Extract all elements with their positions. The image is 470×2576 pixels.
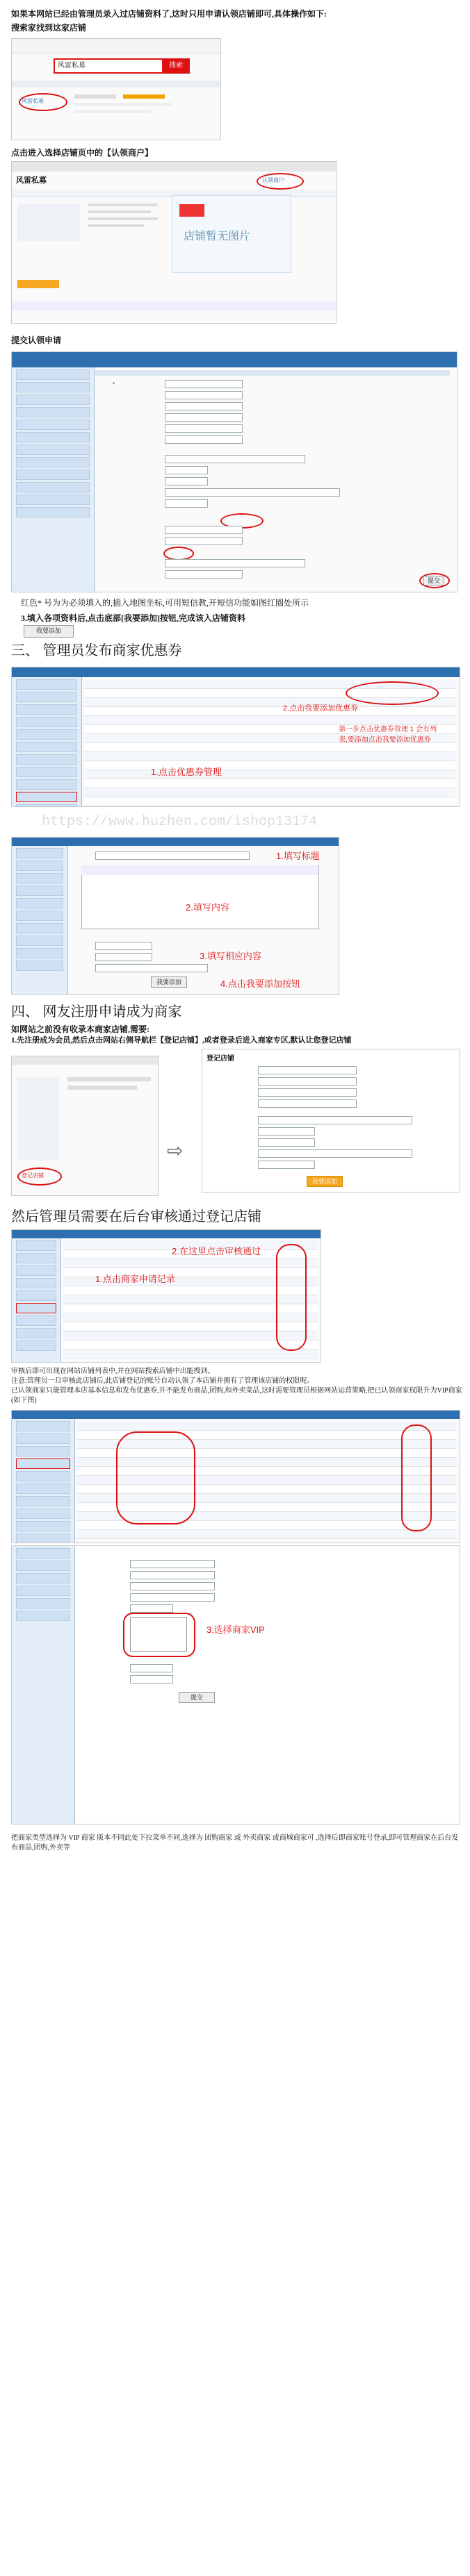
coupon-submit-button[interactable]: 我要添加 xyxy=(151,977,187,988)
arrow-right-icon: ⇨ xyxy=(167,1139,184,1162)
section5-title: 然后管理员需要在后台审核通过登记店铺 xyxy=(11,1209,261,1224)
claim-screenshot xyxy=(11,161,337,324)
vip-edit-screenshot xyxy=(11,1545,460,1825)
section4-step1: 1.先注册成为会员,然后点击网站右侧导航栏【登记店铺】,或者登录后进入商家专区,默认让您登记店铺 xyxy=(11,1036,352,1045)
step-claim-text: 点击进入选择店铺页中的【认领商户】 xyxy=(11,148,154,158)
watermark: https://www.huzhen.com/ishop13174 xyxy=(42,814,318,830)
register-form-title: 登记店铺 xyxy=(206,1055,234,1063)
vip-edit-ring xyxy=(401,1424,432,1531)
admin-form-screenshot: * 提交 xyxy=(11,351,457,592)
coupon-form-note-1: 1.填写标题 xyxy=(276,851,320,861)
sms-ring xyxy=(163,547,194,560)
intro-text: 如果本网站已经由管理员录入过店铺资料了,这时只用申请认领店铺即可,具体操作如下: xyxy=(11,9,327,19)
coupon-note-2: 2.点击我要添加优惠券 xyxy=(283,704,359,713)
step-search-text: 搜索家找到这家店铺 xyxy=(11,23,87,33)
approval-para-3: 已认领商家只能管理本店基本信息和发布优惠券,并不能发布商品,团购,和外卖菜品,这时需要管理员根据网站运营策略,把已认领商家权限升为VIP商家(如下图) xyxy=(11,1387,462,1404)
register-submit-button[interactable]: 我要添加 xyxy=(307,1176,343,1187)
approval-note-1: 1.点击商家申请记录 xyxy=(95,1274,175,1284)
shop-image-placeholder xyxy=(172,195,291,273)
approval-para-1: 审核后即可出现在网站店铺列表中,并在网站搜索店铺中出能搜到。 xyxy=(11,1368,215,1375)
form-submit-button[interactable]: 提交 xyxy=(423,576,444,585)
coupon-form-note-3: 3.填写相应内容 xyxy=(200,951,261,961)
section4-title: 四、 网友注册申请成为商家 xyxy=(11,1004,182,1020)
search-input[interactable]: 风雷私募 xyxy=(54,58,163,74)
vip-name-ring xyxy=(116,1431,195,1524)
vip-save-button[interactable]: 提交 xyxy=(179,1692,215,1703)
approval-note-2: 2.在这里点击审核通过 xyxy=(172,1246,261,1256)
step-submit-text: 提交认领申请 xyxy=(11,335,62,345)
shop-placeholder-text: 店铺暂无图片 xyxy=(184,231,251,242)
fill-note: 3.填入各项资料后,点击底部[我要添加]按钮,完成该入店铺资料 xyxy=(21,613,245,623)
claim-button[interactable]: 认领商户 xyxy=(262,177,284,183)
final-text: 把商家类型选择为 VIP 商家 版本不同此处下拉菜单不同,选择为 团购商家 或 外卖商家 或商城商家可 ,选择后即商家账号登录,即可管理商家在后台发布商品,团购,外卖等 xyxy=(11,1834,459,1852)
section4-intro: 如网站之前没有收录本商家店铺,需要: xyxy=(11,1024,149,1034)
coupon-form-note-2: 2.填写内容 xyxy=(186,902,229,913)
approval-para-2: 注意:管理员一旦审核此店铺后,此店铺登记的账号自动认领了本店铺并拥有了管理该店铺的权限呢。 xyxy=(11,1377,314,1385)
coupon-note-3: 第一步点击优惠券管理 1 会有列表,要添加点击我要添加优惠券 xyxy=(339,726,437,744)
coupon-list-screenshot xyxy=(11,667,460,807)
approve-column-ring xyxy=(276,1244,307,1351)
member-menu-screenshot xyxy=(11,1056,159,1196)
vip-note: 3.选择商家VIP xyxy=(206,1624,265,1635)
coupon-note-1: 1.点击优惠券管理 xyxy=(151,767,222,777)
coupon-form-note-4: 4.点击我要添加按钮 xyxy=(220,979,300,989)
section3-title: 三、 管理员发布商家优惠券 xyxy=(11,643,182,658)
add-coupon-ring xyxy=(346,681,439,705)
shop-title: 风雷私募 xyxy=(16,176,47,185)
register-shop-link[interactable]: 登记店铺 xyxy=(22,1172,44,1179)
vip-list-screenshot xyxy=(11,1410,460,1543)
search-button[interactable]: 搜索 xyxy=(162,58,190,74)
register-form-screenshot xyxy=(202,1049,460,1193)
required-note: 红色* 号为为必须填入的,插入地图坐标,可用短信教,开短信功能如图红圈处所示 xyxy=(21,598,309,608)
coupon-form-screenshot xyxy=(11,837,339,995)
shop-link[interactable]: 风雷私募 xyxy=(22,98,44,104)
approval-screenshot xyxy=(11,1229,321,1363)
vip-type-dropdown[interactable] xyxy=(130,1617,187,1652)
search-screenshot xyxy=(11,38,221,140)
add-button-sample[interactable]: 我要添加 xyxy=(24,625,74,638)
